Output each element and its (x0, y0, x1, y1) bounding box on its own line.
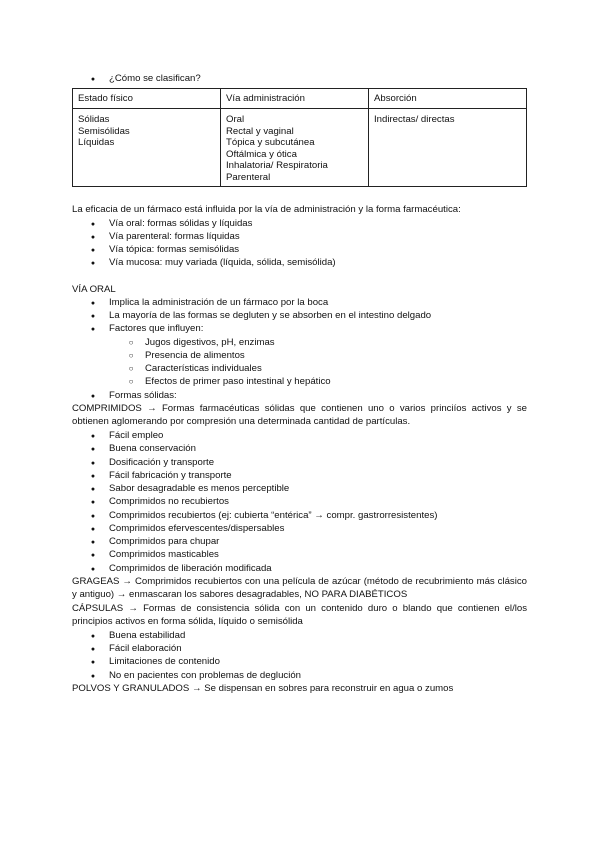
list-item: Presencia de alimentos (145, 350, 245, 361)
list-item: Formas sólidas: (109, 390, 177, 401)
capsulas-paragraph: CÁPSULAS → Formas de consistencia sólida con un contenido duro o blando que contienen el/los principios activos en forma sólida, líquido o semisólida (72, 603, 527, 628)
efficacy-text: La eficacia de un fármaco está influida por la vía de administración y la forma farmacéutica: (72, 204, 461, 215)
table-header-row (73, 89, 527, 109)
cell-line: Oral (226, 114, 245, 125)
table-cell-estado (73, 109, 221, 187)
bullet-icon (87, 322, 99, 336)
list-item: Vía mucosa: muy variada (líquida, sólida, semisólida) (109, 257, 336, 268)
list-item: Fácil elaboración (109, 643, 182, 654)
circle-bullet-icon (125, 336, 137, 349)
bullet-icon (87, 548, 99, 562)
bullet-icon (87, 655, 99, 669)
table-header-cell: Absorción (369, 89, 527, 109)
cell-line: Inhalatoria/ Respiratoria (226, 160, 328, 172)
list-item: Dosificación y transporte (109, 457, 215, 468)
list-item: Jugos digestivos, pH, enzimas (145, 337, 275, 348)
list-item: Comprimidos recubiertos (ej: cubierta “entérica” → compr. gastrorresistentes) (109, 510, 438, 521)
circle-bullet-icon (125, 375, 137, 388)
list-item: Efectos de primer paso intestinal y hepático (145, 376, 331, 387)
table-header-cell: Vía administración (221, 89, 369, 109)
list-item: Limitaciones de contenido (109, 656, 220, 667)
list-item: Comprimidos efervescentes/dispersables (109, 523, 285, 534)
cell-line: Semisólidas (78, 125, 130, 137)
table-header-cell: Estado físico (73, 89, 221, 109)
list-item: Comprimidos para chupar (109, 536, 220, 547)
bullet-icon (87, 256, 99, 270)
list-item: Vía tópica: formas semisólidas (109, 244, 240, 255)
list-item: No en pacientes con problemas de deglución (109, 670, 302, 681)
cell-line: Líquidas (78, 137, 115, 149)
table-cell-absorcion (369, 109, 527, 187)
list-item: Características individuales (145, 363, 262, 374)
table-row (73, 109, 527, 187)
cell-line: Rectal y vaginal (226, 125, 294, 137)
circle-bullet-icon (125, 349, 137, 362)
list-item: Buena conservación (109, 443, 196, 454)
circle-bullet-icon (125, 362, 137, 375)
list-item: Buena estabilidad (109, 630, 186, 641)
polvos-paragraph: POLVOS Y GRANULADOS → Se dispensan en sobres para reconstruir en agua o zumos (72, 683, 454, 694)
cell-line: Parenteral (226, 171, 271, 183)
table-cell-via (221, 109, 369, 187)
list-item: Fácil empleo (109, 430, 164, 441)
list-item: Vía oral: formas sólidas y líquidas (109, 218, 253, 229)
comprimidos-paragraph: COMPRIMIDOS → Formas farmacéuticas sólidas que contienen uno o varios princiíos activos y se obtienen aglomerando por compresión una determinada cantidad de partículas. (72, 403, 527, 428)
bullet-icon (87, 495, 99, 509)
cell-line: Oftálmica y ótica (226, 148, 297, 160)
section-heading: VÍA ORAL (72, 284, 116, 295)
cell-line: Indirectas/ directas (374, 114, 455, 125)
list-item: Comprimidos masticables (109, 549, 219, 560)
list-item: Factores que influyen: (109, 323, 204, 334)
cell-line: Sólidas (78, 114, 110, 125)
grageas-paragraph: GRAGEAS → Comprimidos recubiertos con una película de azúcar (método de recubrimiento más clásico y antiguo) → enmascaran los sabores desagradables, NO PARA DIABÉTICOS (72, 576, 527, 601)
cell-line: Tópica y subcutánea (226, 137, 315, 149)
list-item: Comprimidos de liberación modificada (109, 563, 272, 574)
classification-table (72, 88, 527, 187)
bullet-icon (87, 442, 99, 456)
list-item: Sabor desagradable es menos perceptible (109, 483, 290, 494)
list-item: La mayoría de las formas se degluten y se absorben en el intestino delgado (109, 310, 432, 321)
list-item: Vía parenteral: formas líquidas (109, 231, 240, 242)
bullet-icon (87, 72, 99, 86)
list-item: Comprimidos no recubiertos (109, 496, 229, 507)
list-item: Implica la administración de un fármaco por la boca (109, 297, 329, 308)
intro-question: ¿Cómo se clasifican? (109, 73, 201, 84)
list-item: Fácil fabricación y transporte (109, 470, 232, 481)
